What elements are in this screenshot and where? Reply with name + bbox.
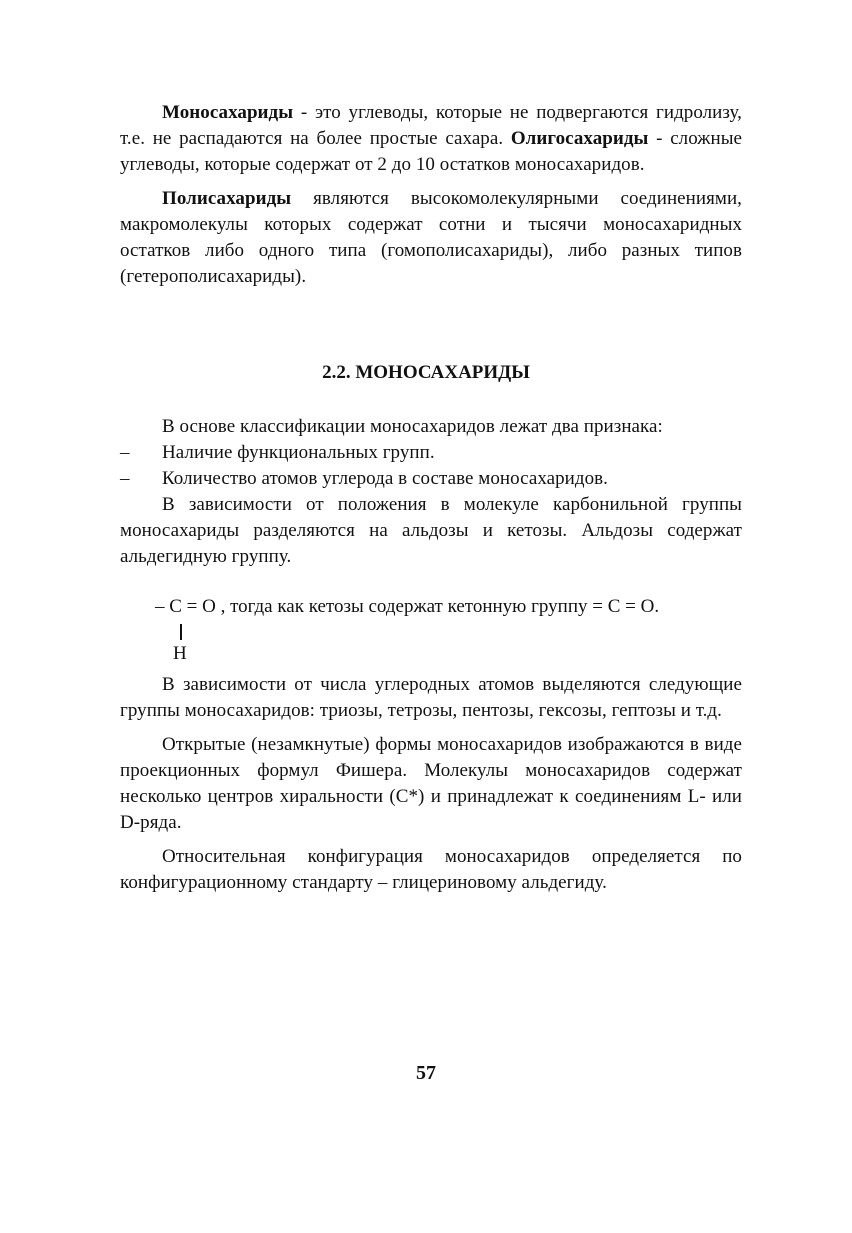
paragraph-polysaccharides xyxy=(120,186,742,290)
polysaccharides-definition: являются высокомолекулярными соединениями, макромолекулы которых содержат сотни и тысячи моносахаридных остатков либо одного типа (гомополисахариды), либо разных типов (гетерополисахариды). xyxy=(120,188,742,287)
bond-line xyxy=(180,624,182,640)
paragraph-fischer: Открытые (незамкнутые) формы моносахаридов изображаются в виде проекционных формул Фишера. Молекулы моносахаридов содержат несколько центров хиральности (С*) и принадлежат к соединениям L- или D-ряда. xyxy=(120,734,742,833)
classification-block xyxy=(120,414,742,578)
list-item xyxy=(120,466,742,492)
oligosaccharides-definition: - сложные углеводы, которые содержат от 2 до 10 остатков моносахаридов. xyxy=(120,128,742,175)
dash-marker: – xyxy=(120,442,130,463)
list-item-text: Наличие функциональных групп. xyxy=(162,442,435,463)
paragraph-carbonyl: В зависимости от положения в молекуле карбонильной группы моносахариды разделяются на альдозы и кетозы. Альдозы содержат альдегидную группу. xyxy=(120,494,742,567)
term-polysaccharides: Полисахариды xyxy=(162,188,292,209)
intro-block xyxy=(120,100,742,298)
list-item-text: Количество атомов углерода в составе моносахаридов. xyxy=(162,468,608,489)
paragraph-configuration: Относительная конфигурация моносахаридов определяется по конфигурационному стандарту – глицериновому альдегиду. xyxy=(120,846,742,893)
dash-marker: – xyxy=(120,468,130,489)
paragraph-carbon-count: В зависимости от числа углеродных атомов выделяются следующие группы моносахаридов: триозы, тетрозы, пентозы, гексозы, гептозы и т.д. xyxy=(120,674,742,721)
term-oligosaccharides: Олигосахариды xyxy=(510,128,649,149)
aldehyde-formula xyxy=(155,594,660,664)
formula-line: – C = O , тогда как кетозы содержат кетонную группу = C = O. xyxy=(155,596,660,617)
monosaccharides-definition: - это углеводы, которые не подвергаются гидролизу, т.е. не распадаются на более простые сахара. xyxy=(120,102,742,149)
page-number: 57 xyxy=(416,1062,436,1084)
classification-lead: В основе классификации моносахаридов лежат два признака: xyxy=(162,416,663,437)
hydrogen-atom: H xyxy=(173,643,187,664)
paragraph-monosaccharides xyxy=(120,100,742,178)
body-block xyxy=(120,672,742,904)
list-item xyxy=(120,440,742,466)
term-monosaccharides: Моносахариды xyxy=(162,102,294,123)
section-title: 2.2. МОНОСАХАРИДЫ xyxy=(322,362,530,383)
